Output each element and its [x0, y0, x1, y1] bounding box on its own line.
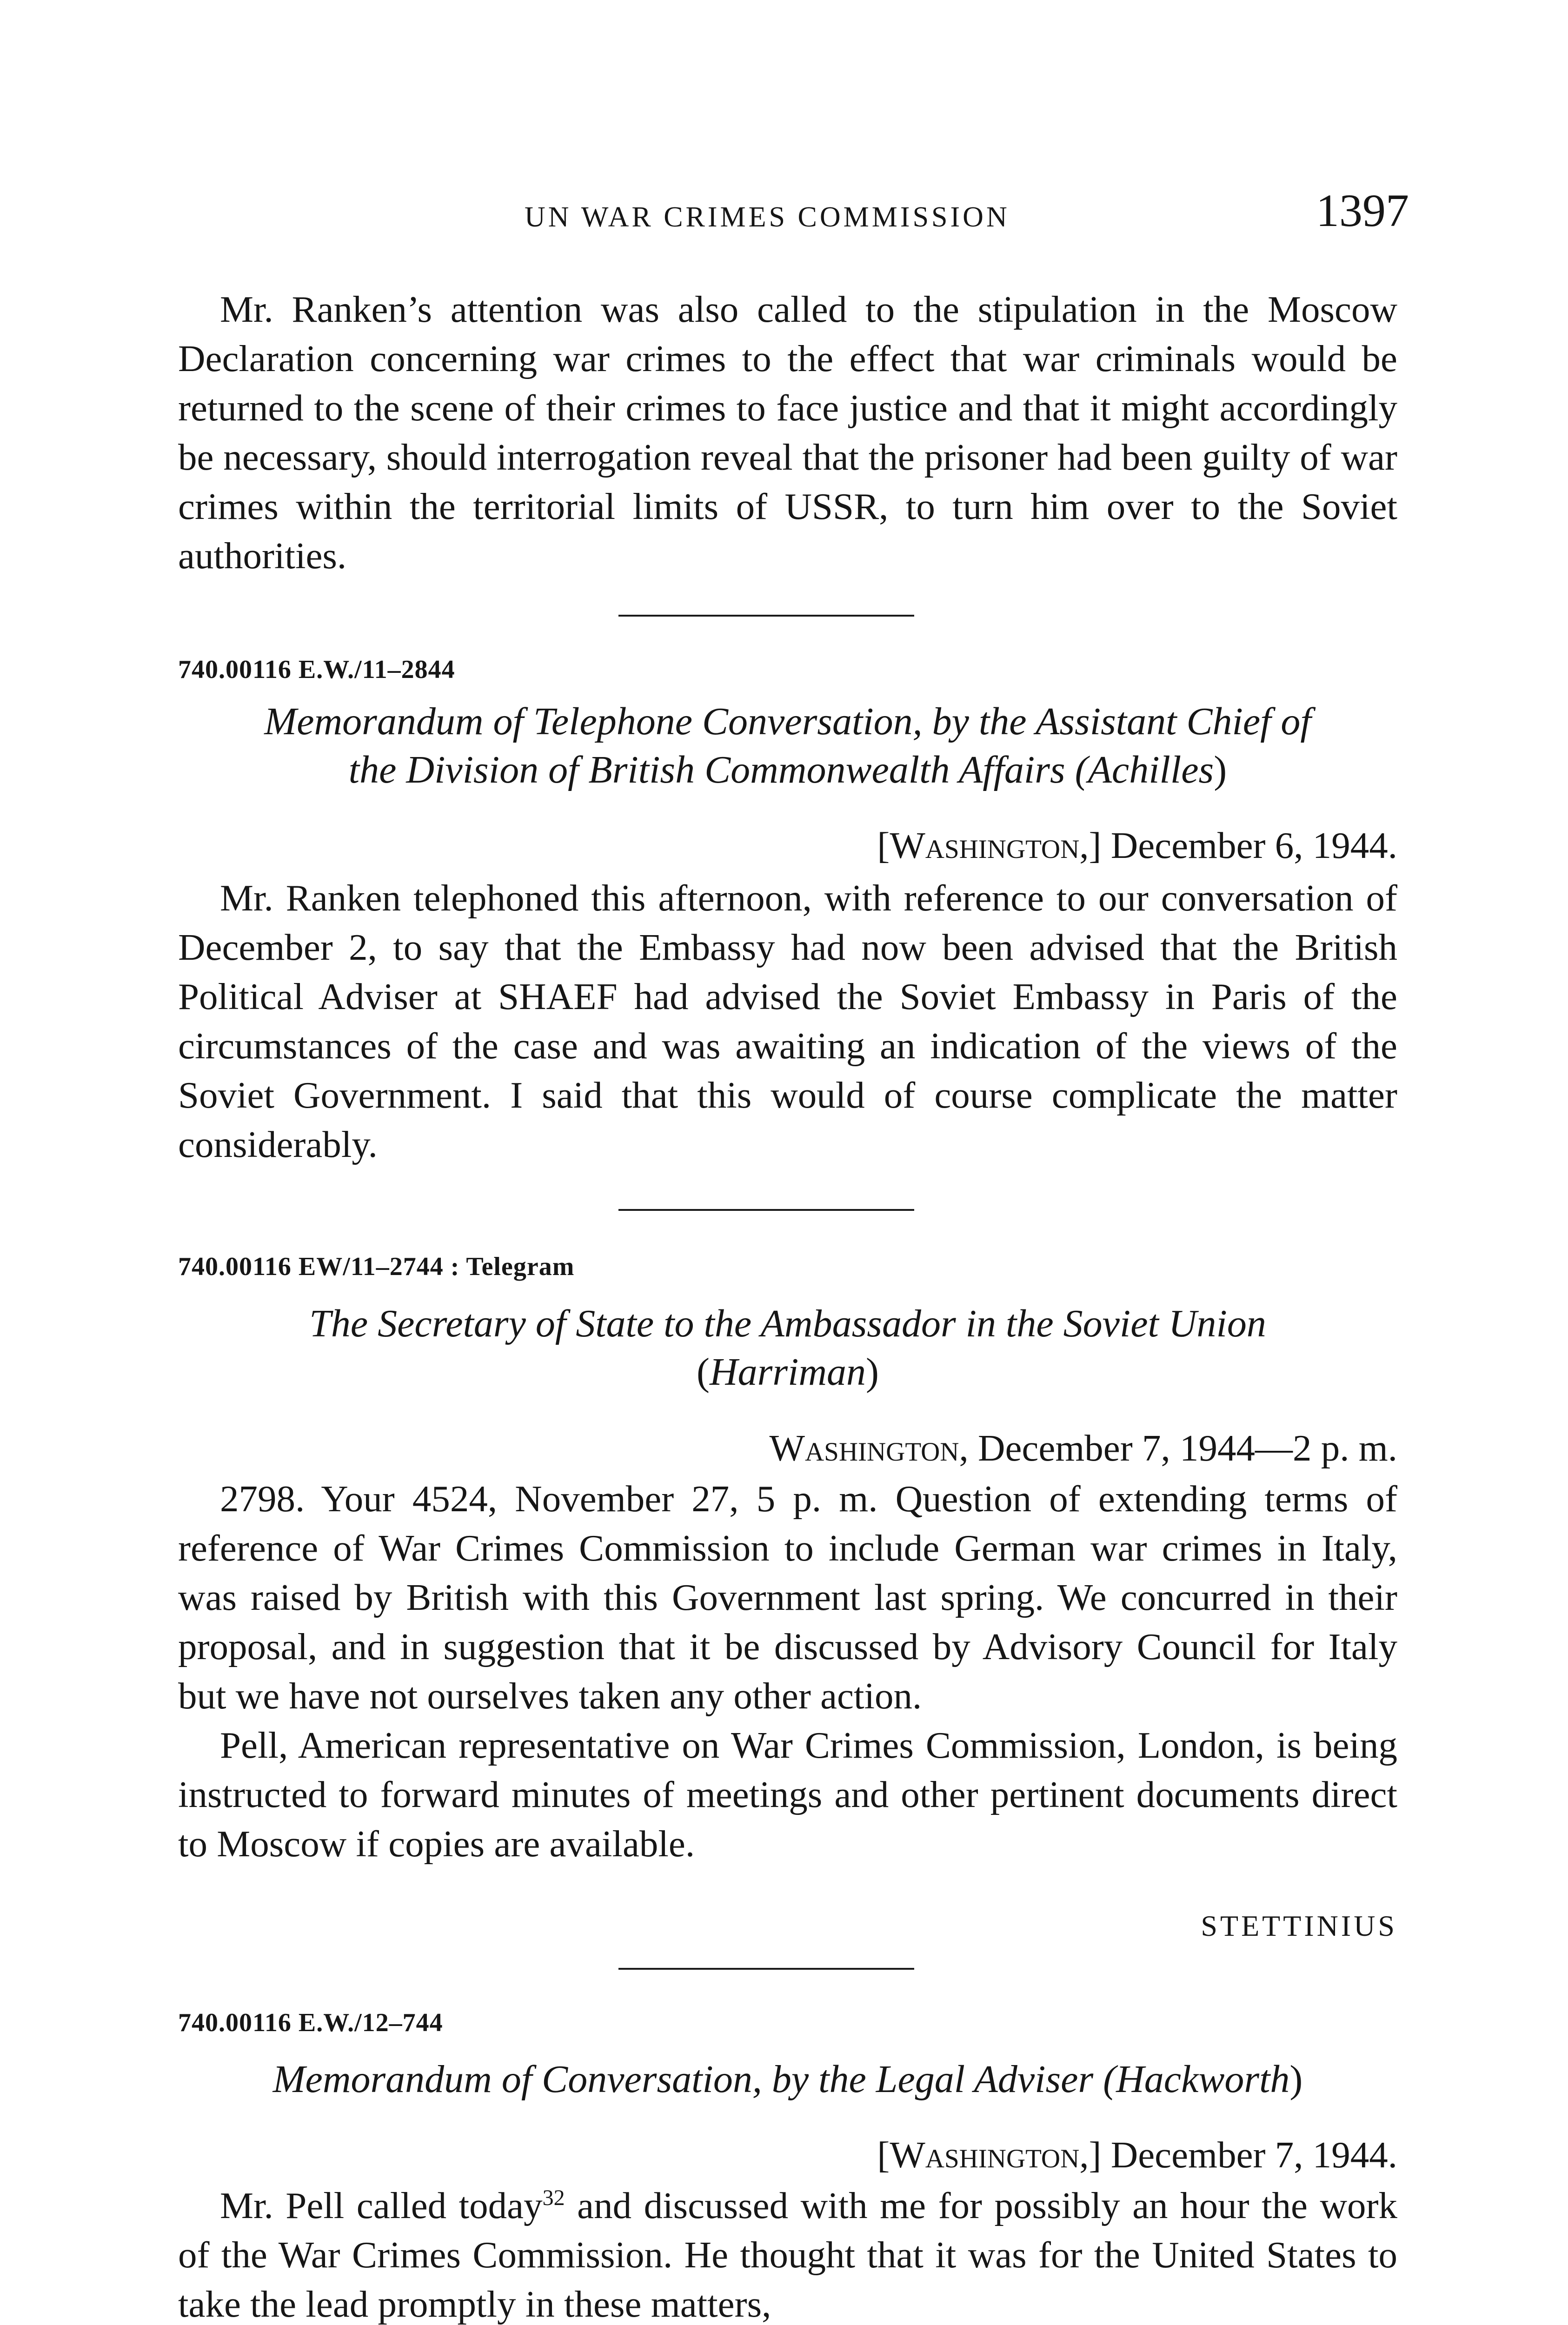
heading-line: the Division of British Commonwealth Affairs (Achilles): [348, 748, 1227, 791]
telegram-body: [178, 1474, 1397, 1868]
signature: STETTINIUS: [1201, 1909, 1397, 1942]
heading-line: (Harriman): [696, 1350, 879, 1394]
paragraph-text: Mr. Ranken telephoned this afternoon, with reference to our conversation of December 2, to say that the Embassy had now been advised that the British Political Adviser at SHAEF had advised the Soviet Embassy in Paris of the circumstances of the case and was awaiting an indication of the views of the Soviet Government. I said that this would of course complicate the matter considerably.: [178, 877, 1397, 1165]
dateline: [Washington,] December 6, 1944.: [877, 824, 1397, 866]
paragraph-text: Mr. Ranken’s attention was also called to the stipulation in the Moscow Declaration concerning war crimes to the effect that war criminals would be returned to the scene of their crimes to face justice and that it might accordingly be necessary, should interrogation reveal that the prisoner had been guilty of war crimes within the territorial limits of USSR, to turn him over to the Soviet authorities.: [178, 288, 1397, 577]
paragraph-text: Pell, American representative on War Crimes Commission, London, is being instructed to forward minutes of meetings and other pertinent documents direct to Moscow if copies are available.: [178, 1724, 1397, 1865]
dateline: Washington, December 7, 1944—2 p. m.: [769, 1427, 1397, 1469]
paragraph-opening: [178, 285, 1397, 580]
file-reference: 740.00116 EW/11–2744 : Telegram: [178, 1252, 575, 1281]
heading-line: The Secretary of State to the Ambassador in the Soviet Union: [309, 1302, 1266, 1345]
paragraph-text: Mr. Pell called today$^{32}$ and discussed with me for possibly an hour the work of the War Crimes Commission. He thought that it was for the United States to take the lead promptly in these matters,: [178, 2185, 1397, 2325]
footnote-marker: 32: [542, 2186, 565, 2210]
document-heading: [178, 1300, 1397, 1396]
running-title: UN WAR CRIMES COMMISSION: [525, 201, 1010, 233]
heading-line: Memorandum of Telephone Conversation, by the Assistant Chief of: [264, 700, 1311, 743]
paragraph-text: 2798. Your 4524, November 27, 5 p. m. Question of extending terms of reference of War Crimes Commission to include German war crimes in Italy, was raised by British with this Government last spring. We concurred in their proposal, and in suggestion that it be discussed by Advisory Council for Italy but we have not ourselves taken any other action.: [178, 1478, 1397, 1717]
document-heading: Memorandum of Conversation, by the Legal Adviser (Hackworth): [272, 2058, 1303, 2101]
page-number: 1397: [1316, 185, 1409, 236]
memorandum-body: [178, 873, 1397, 1169]
file-reference: 740.00116 E.W./11–2844: [178, 655, 455, 684]
file-reference: 740.00116 E.W./12–744: [178, 2008, 443, 2037]
dateline: [Washington,] December 7, 1944.: [877, 2134, 1397, 2176]
memorandum-body: [178, 2181, 1397, 2325]
document-heading: [178, 698, 1397, 794]
section-divider: [618, 615, 914, 617]
section-divider: [618, 1968, 914, 1970]
section-divider: [618, 1209, 914, 1211]
